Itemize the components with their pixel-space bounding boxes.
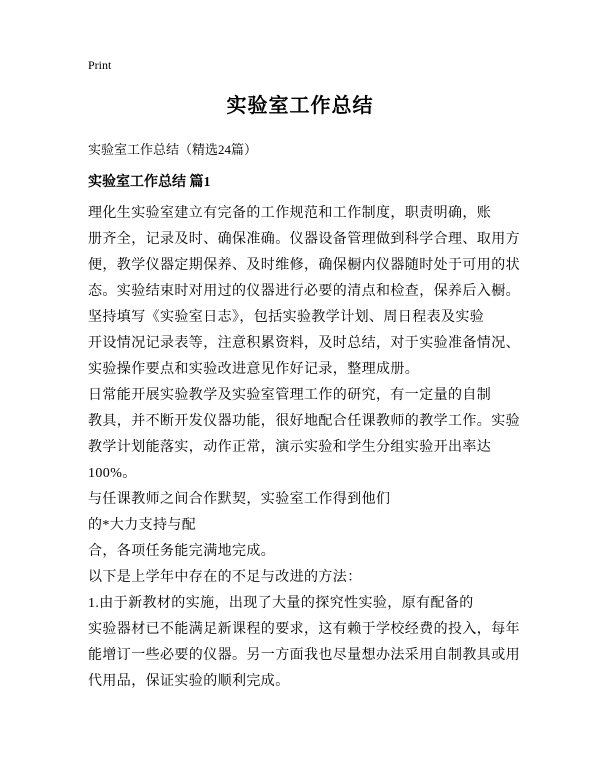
text-line: 的*大力支持与配 — [88, 518, 197, 533]
text-line: 1.由于新教材的实施，出现了大量的探究性实验，原有配备的 — [88, 596, 474, 611]
text-line: 坚持填写《实验室日志》，包括实验教学计划、周日程表及实验 — [88, 310, 485, 325]
text-line: 代用品，保证实验的顺利完成。 — [88, 674, 290, 689]
text-line: 开设情况记录表等，注意积累资料，及时总结，对于实验准备情况、 — [88, 336, 520, 351]
text-line: 教具，并不断开发仪器功能，很好地配合任课教师的教学工作。实验 — [88, 414, 520, 429]
text-line: 日常能开展实验教学及实验室管理工作的研究，有一定量的自制 — [88, 388, 492, 403]
text-line: 态。实验结束时对用过的仪器进行必要的清点和检查，保养后入橱。 — [88, 284, 520, 299]
text-line: 以下是上学年中存在的不足与改进的方法： — [88, 570, 362, 585]
text-line: 合，各项任务能完满地完成。 — [88, 544, 276, 559]
text-line: 与任课教师之间合作默契，实验室工作得到他们 — [88, 492, 391, 507]
print-link[interactable]: Print — [88, 58, 112, 72]
text-line: 册齐全，记录及时、确保准确。仪器设备管理做到科学合理、取用方 — [88, 232, 520, 247]
text-line: 教学计划能落实，动作正常，演示实验和学生分组实验开出率达 — [88, 440, 492, 455]
text-line: 实验操作要点和实验改进意见作好记录，整理成册。 — [88, 362, 420, 377]
text-line: 能增订一些必要的仪器。另一方面我也尽量想办法采用自制教具或用 — [88, 648, 520, 663]
text-line: 100%。 — [88, 466, 137, 481]
page-title: 实验室工作总结 — [226, 95, 374, 117]
text-line: 实验器材已不能满足新课程的要求，这有赖于学校经费的投入，每年 — [88, 622, 520, 637]
section-heading: 实验室工作总结 篇1 — [88, 175, 211, 190]
body-text — [88, 201, 520, 695]
doc-subtitle: 实验室工作总结（精选24篇） — [88, 142, 258, 157]
text-line: 理化生实验室建立有完备的工作规范和工作制度，职责明确，账 — [88, 206, 492, 221]
text-line: 便，教学仪器定期保养、及时维修，确保橱内仪器随时处于可用的状 — [88, 258, 520, 273]
